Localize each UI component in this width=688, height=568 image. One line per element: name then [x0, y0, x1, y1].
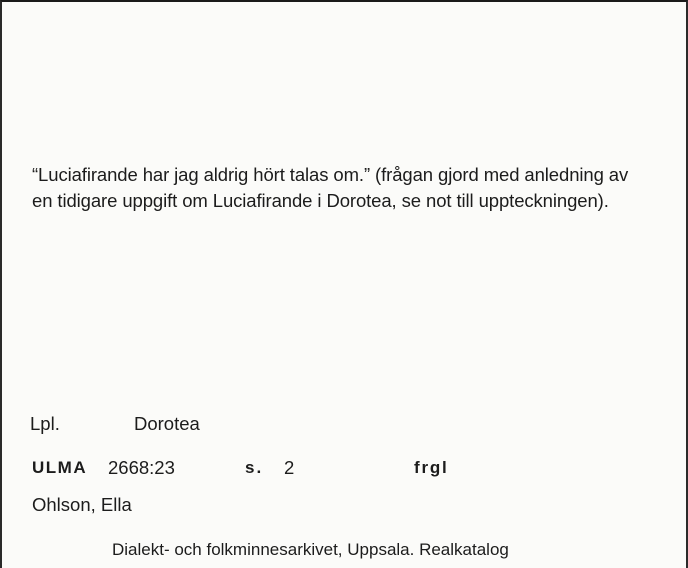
ulma-label: ULMA [32, 458, 88, 477]
page-value: 2 [284, 457, 295, 478]
card-text: “Luciafirande har jag aldrig hört talas om.” (frågan gjord med anledning av en tidigare uppgift om Luciafirande i Dorotea, se not till uppteckningen). [32, 164, 629, 211]
category-code: frgl [414, 458, 449, 477]
lpl-value: Dorotea [134, 413, 200, 434]
archive-footer: Dialekt- och folkminnesarkivet, Uppsala. Realkatalog [112, 540, 509, 559]
page-label: s. [245, 458, 264, 477]
ulma-value: 2668:23 [108, 457, 175, 478]
lpl-label: Lpl. [30, 413, 60, 434]
informant-name: Ohlson, Ella [32, 494, 132, 515]
